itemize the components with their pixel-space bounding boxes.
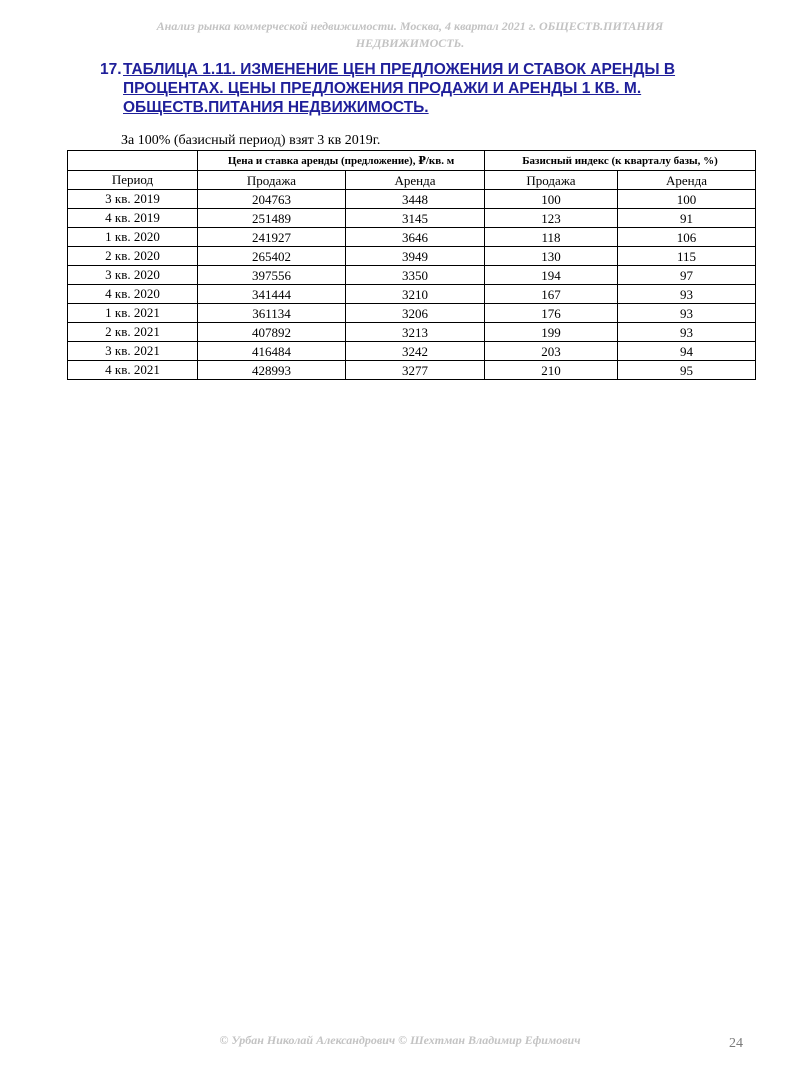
section-title: ТАБЛИЦА 1.11. ИЗМЕНЕНИЕ ЦЕН ПРЕДЛОЖЕНИЯ И СТАВОК АРЕНДЫ В ПРОЦЕНТАХ. ЦЕНЫ ПРЕДЛОЖЕНИЯ ПРОДАЖИ И АРЕНДЫ 1 КВ. М. ОБЩЕСТВ.ПИТАНИЯ НЕДВИЖИМОСТЬ. — [123, 61, 676, 116]
col-header-price-rent: Аренда — [346, 171, 485, 190]
cell-index-sale: 167 — [485, 285, 618, 304]
col-header-index-sale: Продажа — [485, 171, 618, 190]
cell-index-rent: 93 — [618, 323, 756, 342]
cell-index-rent: 97 — [618, 266, 756, 285]
price-index-table — [67, 150, 756, 380]
cell-index-sale: 203 — [485, 342, 618, 361]
section-number: 17. — [100, 61, 122, 78]
cell-price-sale: 204763 — [198, 190, 346, 209]
table-row — [68, 304, 756, 323]
cell-index-sale: 100 — [485, 190, 618, 209]
cell-price-rent: 3350 — [346, 266, 485, 285]
table-row — [68, 342, 756, 361]
cell-price-sale: 416484 — [198, 342, 346, 361]
cell-period: 4 кв. 2021 — [68, 361, 198, 380]
cell-index-rent: 91 — [618, 209, 756, 228]
cell-period: 4 кв. 2019 — [68, 209, 198, 228]
page-number: 24 — [729, 1036, 743, 1051]
cell-price-sale: 265402 — [198, 247, 346, 266]
cell-period: 3 кв. 2020 — [68, 266, 198, 285]
cell-price-sale: 241927 — [198, 228, 346, 247]
cell-index-rent: 115 — [618, 247, 756, 266]
page-header — [100, 18, 720, 52]
cell-price-rent: 3242 — [346, 342, 485, 361]
cell-index-rent: 94 — [618, 342, 756, 361]
cell-index-sale: 118 — [485, 228, 618, 247]
cell-price-rent: 3277 — [346, 361, 485, 380]
cell-index-sale: 130 — [485, 247, 618, 266]
cell-price-rent: 3646 — [346, 228, 485, 247]
cell-period: 1 кв. 2020 — [68, 228, 198, 247]
cell-index-sale: 210 — [485, 361, 618, 380]
cell-index-sale: 123 — [485, 209, 618, 228]
cell-price-sale: 361134 — [198, 304, 346, 323]
cell-index-rent: 93 — [618, 285, 756, 304]
cell-price-sale: 428993 — [198, 361, 346, 380]
cell-price-sale: 341444 — [198, 285, 346, 304]
cell-price-sale: 251489 — [198, 209, 346, 228]
cell-price-rent: 3210 — [346, 285, 485, 304]
cell-period: 4 кв. 2020 — [68, 285, 198, 304]
group-header-index: Базисный индекс (к кварталу базы, %) — [485, 151, 756, 171]
cell-index-sale: 199 — [485, 323, 618, 342]
cell-price-rent: 3949 — [346, 247, 485, 266]
page-header-line-1: Анализ рынка коммерческой недвижимости. Москва, 4 квартал 2021 г. ОБЩЕСТВ.ПИТАНИЯ — [156, 19, 664, 33]
cell-price-sale: 407892 — [198, 323, 346, 342]
cell-index-sale: 194 — [485, 266, 618, 285]
group-header-prices: Цена и ставка аренды (предложение), ₽/кв. м — [198, 151, 485, 171]
cell-period: 2 кв. 2020 — [68, 247, 198, 266]
col-header-index-rent: Аренда — [618, 171, 756, 190]
table-row — [68, 323, 756, 342]
cell-price-rent: 3213 — [346, 323, 485, 342]
table-column-header-row — [68, 171, 756, 190]
page-footer-copyright: © Урбан Николай Александрович © Шехтман Владимир Ефимович — [219, 1033, 581, 1047]
table-row — [68, 266, 756, 285]
cell-price-rent: 3145 — [346, 209, 485, 228]
page-header-line-2: НЕДВИЖИМОСТЬ. — [355, 36, 465, 50]
cell-price-sale: 397556 — [198, 266, 346, 285]
cell-period: 3 кв. 2021 — [68, 342, 198, 361]
table-row — [68, 247, 756, 266]
cell-index-rent: 100 — [618, 190, 756, 209]
cell-period: 1 кв. 2021 — [68, 304, 198, 323]
table-row — [68, 285, 756, 304]
col-header-price-sale: Продажа — [198, 171, 346, 190]
cell-price-rent: 3206 — [346, 304, 485, 323]
cell-index-rent: 95 — [618, 361, 756, 380]
cell-index-sale: 176 — [485, 304, 618, 323]
cell-index-rent: 93 — [618, 304, 756, 323]
cell-index-rent: 106 — [618, 228, 756, 247]
table-row — [68, 361, 756, 380]
table-row — [68, 190, 756, 209]
table-row — [68, 228, 756, 247]
col-header-period: Период — [68, 171, 198, 190]
cell-period: 3 кв. 2019 — [68, 190, 198, 209]
table-group-header-row — [68, 151, 756, 171]
base-period-note: За 100% (базисный период) взят 3 кв 2019г. — [121, 133, 381, 148]
cell-period: 2 кв. 2021 — [68, 323, 198, 342]
cell-price-rent: 3448 — [346, 190, 485, 209]
table-row — [68, 209, 756, 228]
group-header-empty — [68, 151, 198, 171]
